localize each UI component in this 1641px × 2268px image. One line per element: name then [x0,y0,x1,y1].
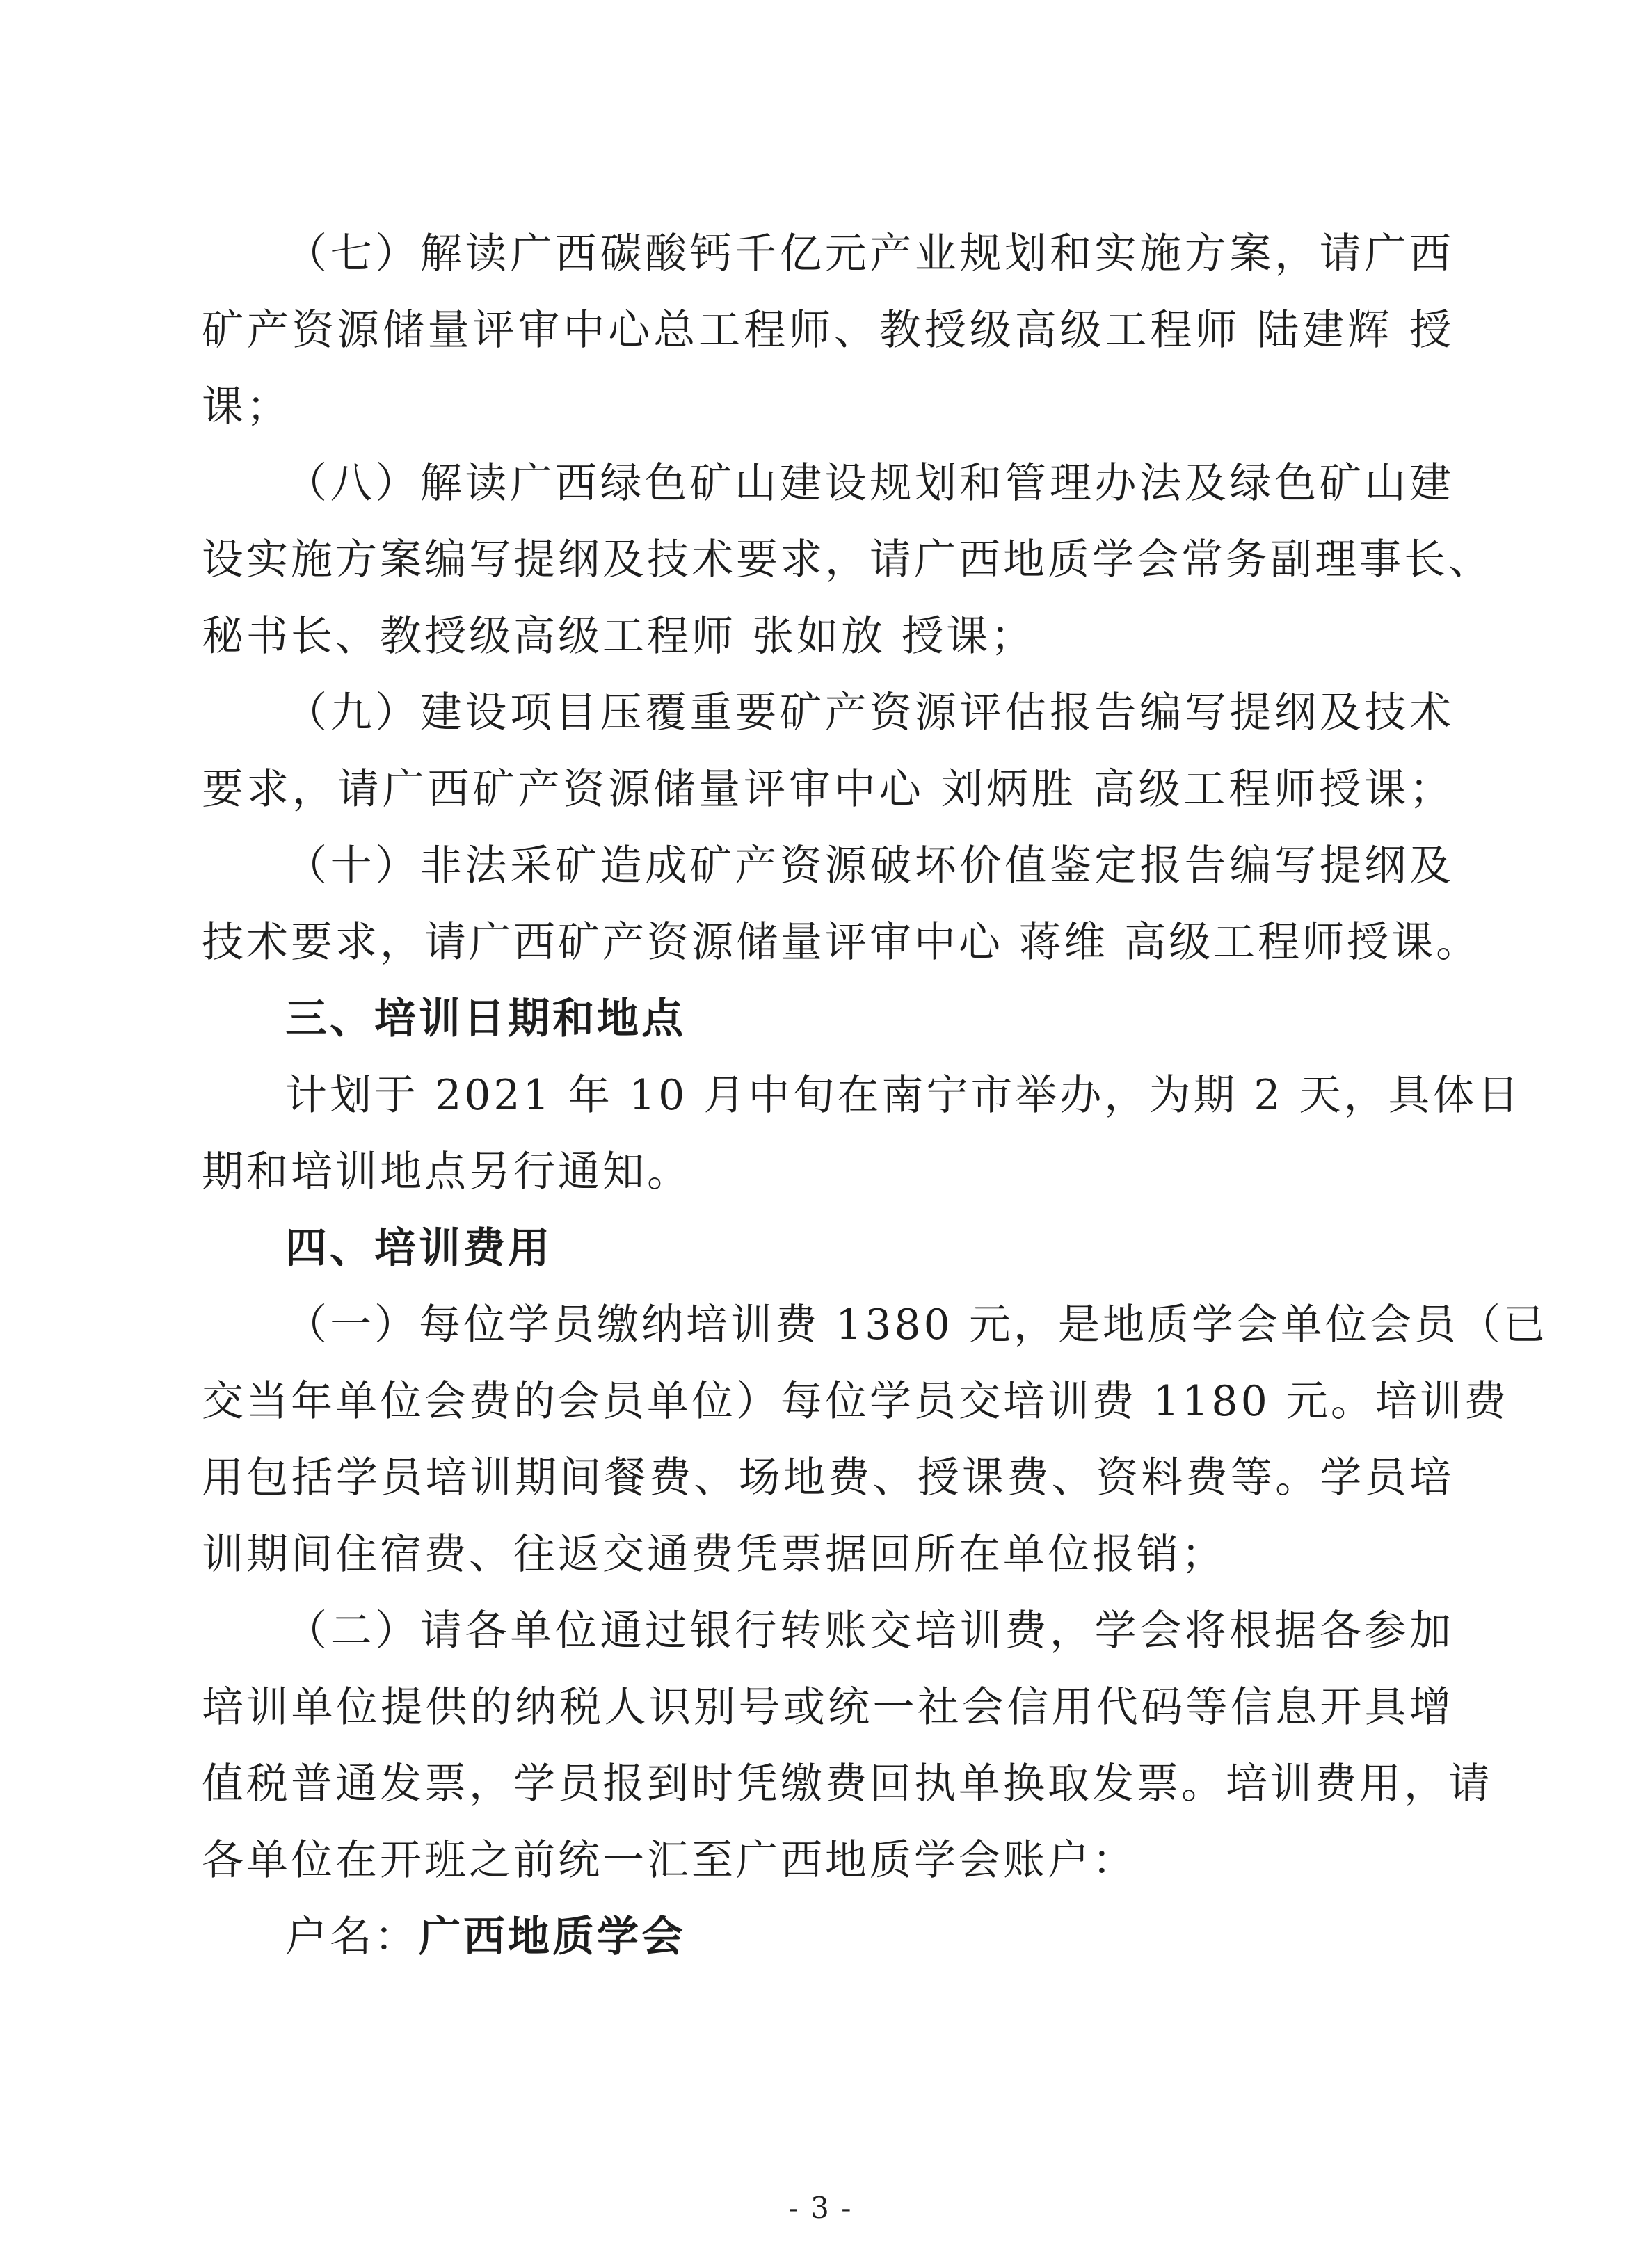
fee-paragraph-1-line-1: （一）每位学员缴纳培训费 1380 元，是地质学会单位会员（已 [285,1301,1548,1349]
fee-paragraph-2-line-4: 各单位在开班之前统一汇至广西地质学会账户： [202,1836,1137,1885]
paragraph-7-line-1: （七）解读广西碳酸钙千亿元产业规划和实施方案，请广西 [285,230,1454,278]
paragraph-10-line-1: （十）非法采矿造成矿产资源破坏价值鉴定报告编写提纲及 [285,842,1454,890]
schedule-line-1: 计划于 2021 年 10 月中旬在南宁市举办，为期 2 天，具体日 [285,1071,1522,1120]
paragraph-9-line-1: （九）建设项目压覆重要矿产资源评估报告编写提纲及技术 [285,689,1454,737]
paragraph-7-line-3: 课； [202,383,291,431]
fee-paragraph-1-line-4: 训期间住宿费、往返交通费凭票据回所在单位报销； [202,1530,1226,1579]
schedule-line-2: 期和培训地点另行通知。 [202,1148,691,1196]
paragraph-8-line-3: 秘书长、教授级高级工程师 张如放 授课； [202,612,1036,661]
fee-paragraph-2-line-3: 值税普通发票，学员报到时凭缴费回执单换取发票。培训费用，请 [202,1760,1493,1808]
account-name: 广西地质学会 [419,1913,686,1961]
fee-paragraph-2-line-1: （二）请各单位通过银行转账交培训费，学会将根据各参加 [285,1607,1454,1655]
fee-paragraph-1-line-2: 交当年单位会费的会员单位）每位学员交培训费 1180 元。培训费 [202,1377,1509,1426]
paragraph-10-line-2: 技术要求，请广西矿产资源储量评审中心 蒋维 高级工程师授课。 [202,918,1481,967]
account-label: 户名： [285,1913,419,1961]
page-number: - 3 - [788,2191,853,2225]
paragraph-8-line-1: （八）解读广西绿色矿山建设规划和管理办法及绿色矿山建 [285,459,1454,508]
paragraph-7-line-2: 矿产资源储量评审中心总工程师、教授级高级工程师 陆建辉 授 [202,306,1454,355]
section-heading-4: 四、培训费用 [285,1224,552,1273]
account-line [285,1909,1454,1965]
fee-paragraph-1-line-3: 用包括学员培训期间餐费、场地费、授课费、资料费等。学员培 [202,1454,1454,1502]
paragraph-9-line-2: 要求，请广西矿产资源储量评审中心 刘炳胜 高级工程师授课； [202,765,1454,814]
section-heading-3: 三、培训日期和地点 [285,995,686,1043]
paragraph-8-line-2: 设实施方案编写提纲及技术要求，请广西地质学会常务副理事长、 [202,536,1493,584]
fee-paragraph-2-line-2: 培训单位提供的纳税人识别号或统一社会信用代码等信息开具增 [202,1683,1454,1732]
